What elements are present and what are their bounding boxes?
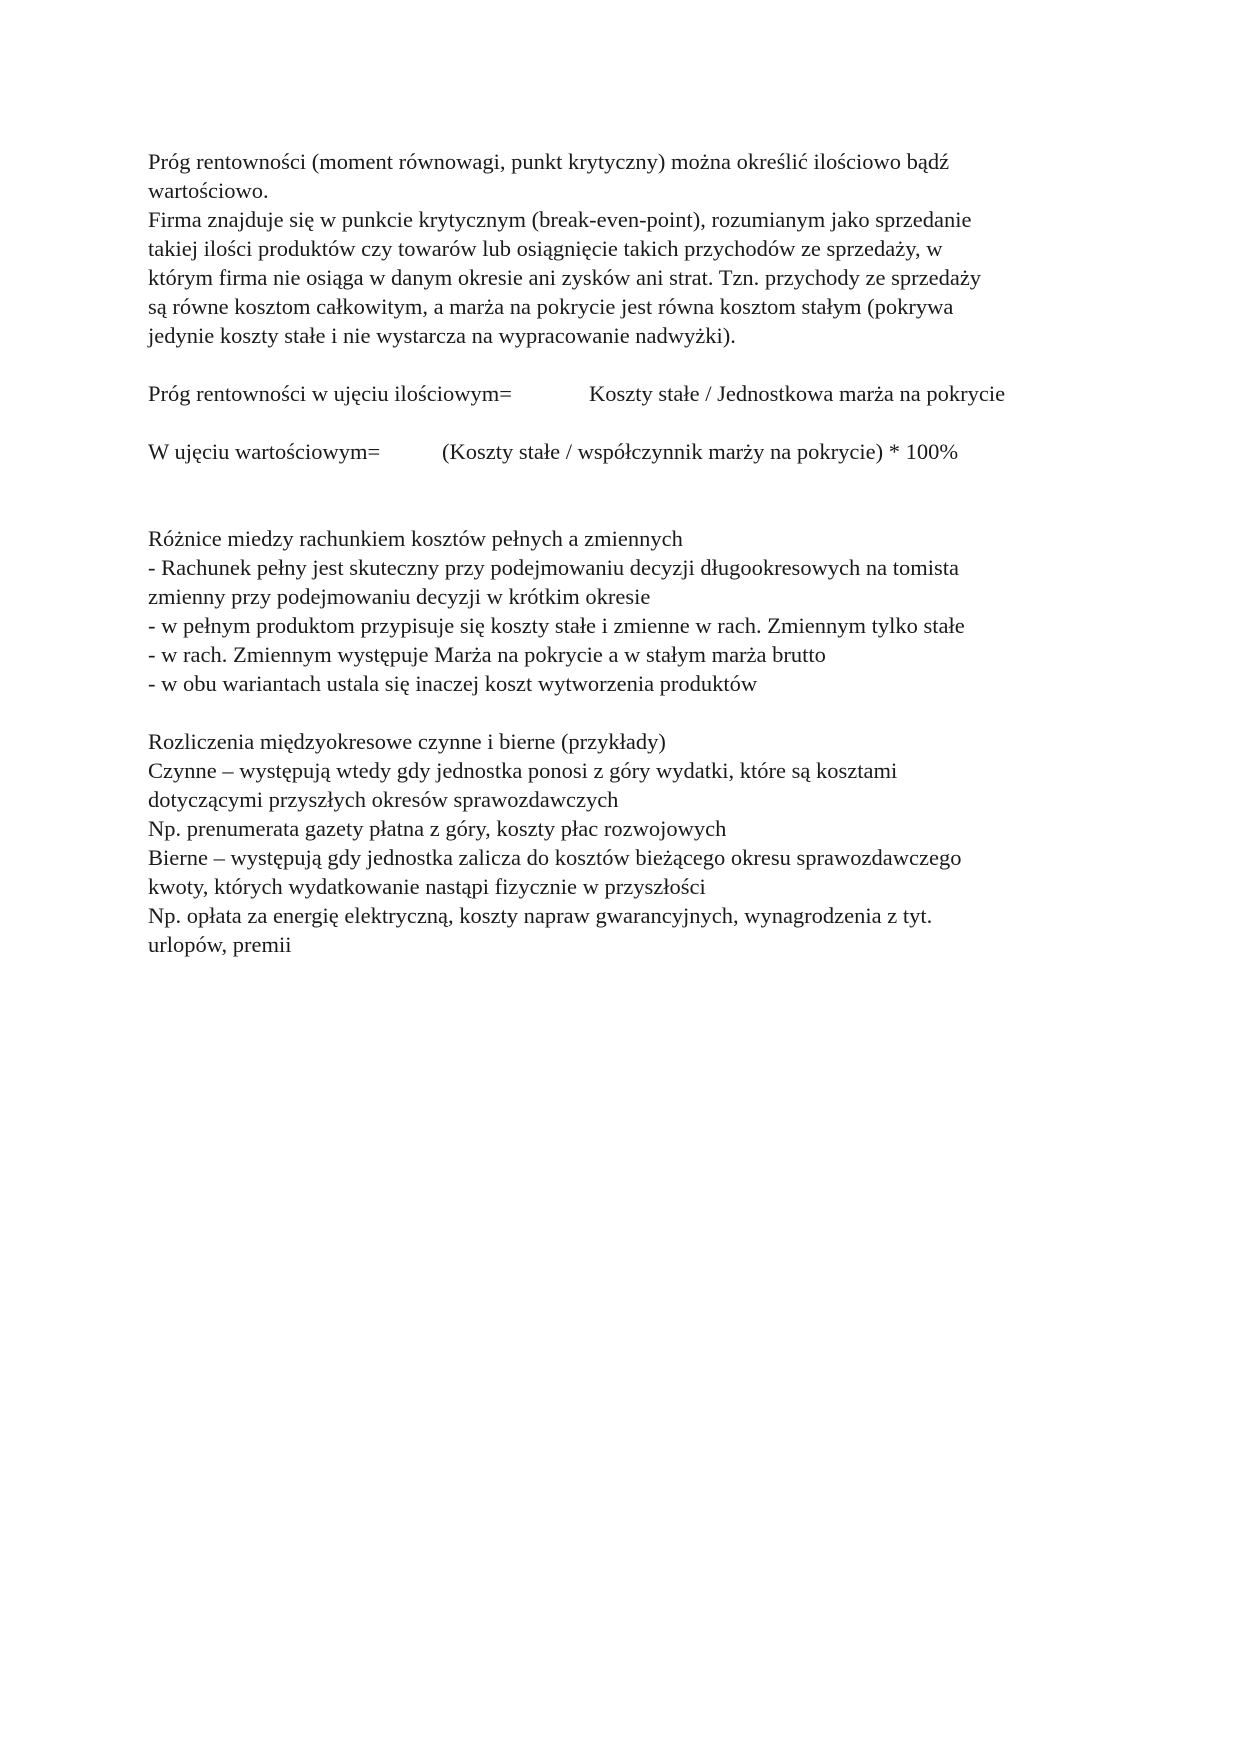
- text-line: Różnice miedzy rachunkiem kosztów pełnych a zmiennych: [148, 526, 683, 551]
- text-line: Rozliczenia międzyokresowe czynne i bierne (przykłady): [148, 729, 666, 754]
- text-line: dotyczącymi przyszłych okresów sprawozdawczych: [148, 787, 619, 812]
- text-line: Bierne – występują gdy jednostka zalicza do kosztów bieżącego okresu sprawozdawczego: [148, 845, 962, 870]
- text-line: kwoty, których wydatkowanie nastąpi fizycznie w przyszłości: [148, 874, 706, 899]
- formula-quantity-expression: Koszty stałe / Jednostkowa marża na pokrycie: [589, 381, 1006, 406]
- text-line: Firma znajduje się w punkcie krytycznym (break-even-point), rozumianym jako sprzedanie: [148, 207, 972, 232]
- formula-value-expression: (Koszty stałe / współczynnik marży na pokrycie) * 100%: [442, 439, 959, 464]
- text-line: jedynie koszty stałe i nie wystarcza na wypracowanie nadwyżki).: [148, 323, 736, 348]
- paragraph-full-vs-variable-costing: [148, 524, 1088, 698]
- formula-value-label: W ujęciu wartościowym=: [148, 439, 381, 464]
- text-line: którym firma nie osiąga w danym okresie ani zysków ani strat. Tzn. przychody ze sprzedaży: [148, 265, 982, 290]
- spacer: [148, 350, 1088, 379]
- paragraph-accruals: [148, 727, 1088, 959]
- text-line: Np. prenumerata gazety płatna z góry, koszty płac rozwojowych: [148, 816, 727, 841]
- text-line: zmienny przy podejmowaniu decyzji w krótkim okresie: [148, 584, 651, 609]
- text-line: Próg rentowności (moment równowagi, punkt krytyczny) można określić ilościowo bądź: [148, 149, 950, 174]
- spacer: [148, 466, 1088, 495]
- text-line: Np. opłata za energię elektryczną, koszty napraw gwarancyjnych, wynagrodzenia z tyt.: [148, 903, 933, 928]
- text-line: - w rach. Zmiennym występuje Marża na pokrycie a w stałym marża brutto: [148, 642, 826, 667]
- text-line: takiej ilości produktów czy towarów lub osiągnięcie takich przychodów ze sprzedaży, w: [148, 236, 943, 261]
- paragraph-break-even-definition: [148, 147, 1088, 350]
- spacer: [148, 408, 1088, 437]
- text-line: - w pełnym produktom przypisuje się koszty stałe i zmienne w rach. Zmiennym tylko stałe: [148, 613, 965, 638]
- formula-quantity-label: Próg rentowności w ujęciu ilościowym=: [148, 381, 512, 406]
- text-line: - Rachunek pełny jest skuteczny przy podejmowaniu decyzji długookresowych na tomista: [148, 555, 960, 580]
- formula-value: [148, 437, 1088, 466]
- text-line: Czynne – występują wtedy gdy jednostka ponosi z góry wydatki, które są kosztami: [148, 758, 898, 783]
- text-line: wartościowo.: [148, 178, 269, 203]
- spacer: [148, 495, 1088, 524]
- document-body: [148, 147, 1088, 959]
- spacer: [148, 698, 1088, 727]
- text-line: urlopów, premii: [148, 932, 292, 957]
- text-line: - w obu wariantach ustala się inaczej koszt wytworzenia produktów: [148, 671, 758, 696]
- formula-quantity: [148, 379, 1088, 408]
- text-line: są równe kosztom całkowitym, a marża na pokrycie jest równa kosztom stałym (pokrywa: [148, 294, 954, 319]
